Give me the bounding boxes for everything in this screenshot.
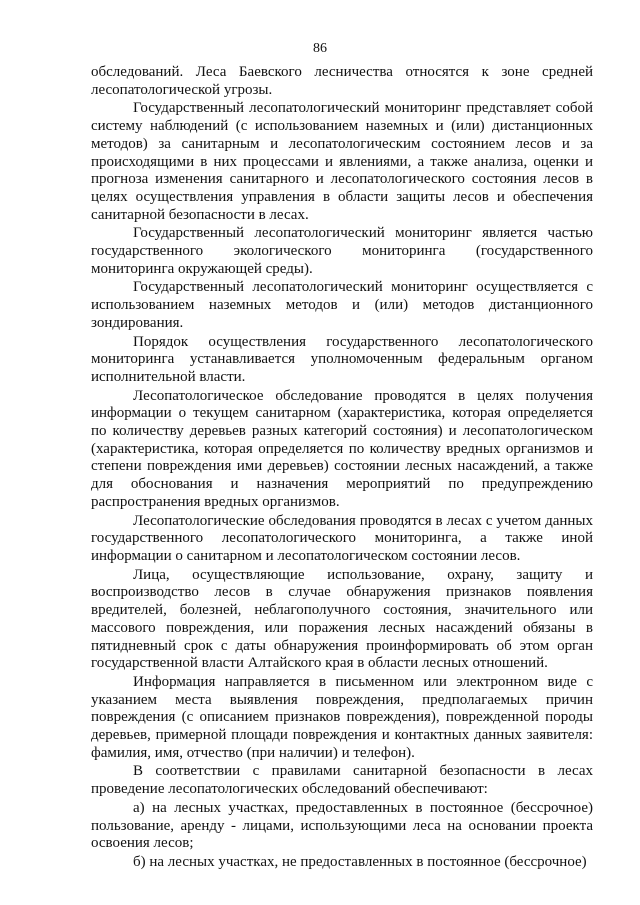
paragraph: Лица, осуществляющие использование, охрану, защиту и воспроизводство лесов в случае обнаружения признаков появления вредителей, болезней, неблагополучного состояния, значительного или массового повреждения, или поражения лесных насаждений обязаны в пятидневный срок с даты обнаружения проинформировать об этом орган государственной власти Алтайского края в области лесных отношений. <box>91 566 593 672</box>
paragraph: Лесопатологическое обследование проводятся в целях получения информации о текущем санитарном (характеристика, которая определяется по количеству деревьев разных категорий состояния) и лесопатологическом (характеристика, которая определяется по количеству вредных организмов и степени повреждения ими деревьев) состоянии лесных насаждений, а также для обоснования и назначения мероприятий по предупреждению распространения вредных организмов. <box>91 387 593 510</box>
page-number: 86 <box>313 41 327 56</box>
paragraph: Порядок осуществления государственного лесопатологического мониторинга устанавливается уполномоченным федеральным органом исполнительной власти. <box>91 333 593 385</box>
paragraph: Государственный лесопатологический мониторинг осуществляется с использованием наземных методов и (или) методов дистанционного зондирования. <box>91 279 593 331</box>
paragraph: Государственный лесопатологический мониторинг является частью государственного экологического мониторинга (государственного мониторинга окружающей среды). <box>91 225 593 277</box>
paragraph: В соответствии с правилами санитарной безопасности в лесах проведение лесопатологических обследований обеспечивают: <box>91 763 593 798</box>
paragraph: Государственный лесопатологический мониторинг представляет собой систему наблюдений (с использованием наземных и (или) дистанционных методов) за санитарным и лесопатологическим состоянием лесов и за происходящими в них процессами и явлениями, а также анализа, оценки и прогноза изменения санитарного и лесопатологического состояния лесов в целях осуществления управления в области защиты лесов и обеспечения санитарной безопасности в лесах. <box>91 100 593 223</box>
list-item: б) на лесных участках, не предоставленных в постоянное (бессрочное) <box>133 853 587 870</box>
paragraph: Информация направляется в письменном или электронном виде с указанием места выявления повреждения, предполагаемых причин повреждения (с описанием признаков повреждения), поврежденной породы деревьев, примерной площади повреждения и контактных данных заявителя: фамилия, имя, отчество (при наличии) и телефон). <box>91 673 593 761</box>
list-item: а) на лесных участках, предоставленных в постоянное (бессрочное) пользование, аренду - лицами, использующими леса на основании проекта освоения лесов; <box>91 799 593 852</box>
document-body <box>91 64 593 873</box>
paragraph: Лесопатологические обследования проводятся в лесах с учетом данных государственного лесопатологического мониторинга, а также иной информации о санитарном и лесопатологическом состоянии лесов. <box>91 512 593 564</box>
paragraph: обследований. Леса Баевского лесничества относятся к зоне средней лесопатологической угрозы. <box>91 64 593 98</box>
